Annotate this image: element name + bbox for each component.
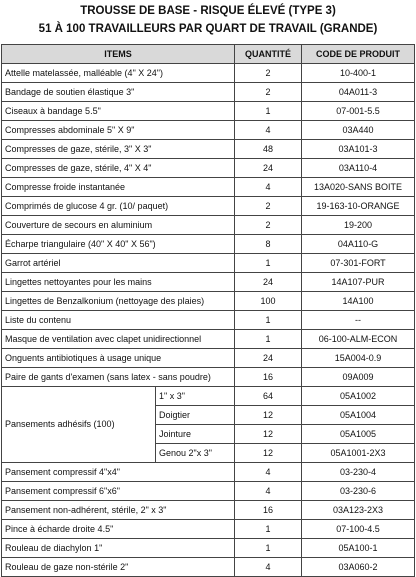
table-row (2, 349, 415, 368)
product-code-cell: 05A1001-2X3 (302, 444, 415, 463)
item-cell: Compresses de gaze, stérile, 3" X 3" (2, 140, 235, 159)
quantity-cell: 16 (235, 368, 302, 387)
item-cell: Pince à écharde droite 4.5" (2, 520, 235, 539)
quantity-cell: 24 (235, 349, 302, 368)
item-cell: Compresses abdominale 5" X 9" (2, 121, 235, 140)
product-code-cell: 05A1002 (302, 387, 415, 406)
quantity-cell: 24 (235, 273, 302, 292)
item-cell: Attelle matelassée, malléable (4" X 24") (2, 64, 235, 83)
table-row (2, 197, 415, 216)
item-cell: Liste du contenu (2, 311, 235, 330)
table-row (2, 482, 415, 501)
table-row (2, 368, 415, 387)
item-cell: Garrot artériel (2, 254, 235, 273)
header-product-code: CODE DE PRODUIT (302, 45, 415, 64)
group-item-cell: Pansements adhésifs (100) (2, 387, 156, 463)
item-cell: Compresses de gaze, stérile, 4" X 4" (2, 159, 235, 178)
product-code-cell: 05A1005 (302, 425, 415, 444)
table-row (2, 292, 415, 311)
product-code-cell: 09A009 (302, 368, 415, 387)
table-row (2, 140, 415, 159)
product-code-cell: 04A110-G (302, 235, 415, 254)
product-code-cell: 19-163-10-ORANGE (302, 197, 415, 216)
table-row (2, 539, 415, 558)
table-row (2, 330, 415, 349)
quantity-cell: 64 (235, 387, 302, 406)
item-cell: Rouleau de diachylon 1" (2, 539, 235, 558)
table-row (2, 178, 415, 197)
item-cell: Lingettes de Benzalkonium (nettoyage des plaies) (2, 292, 235, 311)
product-code-cell: 15A004-0.9 (302, 349, 415, 368)
quantity-cell: 4 (235, 558, 302, 577)
product-code-cell: 10-400-1 (302, 64, 415, 83)
product-code-cell: 13A020-SANS BOITE (302, 178, 415, 197)
quantity-cell: 8 (235, 235, 302, 254)
product-code-cell: 07-301-FORT (302, 254, 415, 273)
header-items: ITEMS (2, 45, 235, 64)
product-code-cell: 07-100-4.5 (302, 520, 415, 539)
quantity-cell: 2 (235, 64, 302, 83)
item-cell: Paire de gants d'examen (sans latex - sans poudre) (2, 368, 235, 387)
table-row (2, 216, 415, 235)
quantity-cell: 1 (235, 311, 302, 330)
sub-item-cell: Doigtier (156, 406, 235, 425)
quantity-cell: 1 (235, 330, 302, 349)
product-code-cell: 03A110-4 (302, 159, 415, 178)
quantity-cell: 4 (235, 121, 302, 140)
table-row (2, 387, 415, 406)
table-row (2, 121, 415, 140)
sub-item-cell: Jointure (156, 425, 235, 444)
item-cell: Comprimés de glucose 4 gr. (10/ paquet) (2, 197, 235, 216)
table-row (2, 159, 415, 178)
item-cell: Ciseaux à bandage 5.5" (2, 102, 235, 121)
product-code-cell: 14A100 (302, 292, 415, 311)
product-code-cell: -- (302, 311, 415, 330)
item-cell: Onguents antibiotiques à usage unique (2, 349, 235, 368)
quantity-cell: 12 (235, 425, 302, 444)
table-row (2, 83, 415, 102)
table-header-row (2, 45, 415, 64)
product-code-cell: 19-200 (302, 216, 415, 235)
product-code-cell: 07-001-5.5 (302, 102, 415, 121)
product-code-cell: 03-230-4 (302, 463, 415, 482)
kit-contents-table (1, 44, 415, 577)
table-row (2, 501, 415, 520)
product-code-cell: 05A100-1 (302, 539, 415, 558)
table-row (2, 254, 415, 273)
quantity-cell: 16 (235, 501, 302, 520)
table-row (2, 64, 415, 83)
table-row (2, 311, 415, 330)
item-cell: Pansement compressif 6"x6" (2, 482, 235, 501)
quantity-cell: 48 (235, 140, 302, 159)
item-cell: Masque de ventilation avec clapet unidirectionnel (2, 330, 235, 349)
item-cell: Pansement compressif 4"x4" (2, 463, 235, 482)
document-subtitle: 51 À 100 TRAVAILLEURS PAR QUART DE TRAVAIL (GRANDE) (38, 23, 378, 35)
item-cell: Lingettes nettoyantes pour les mains (2, 273, 235, 292)
quantity-cell: 2 (235, 197, 302, 216)
product-code-cell: 03A101-3 (302, 140, 415, 159)
quantity-cell: 100 (235, 292, 302, 311)
item-cell: Compresse froide instantanée (2, 178, 235, 197)
document-title: TROUSSE DE BASE - RISQUE ÉLEVÉ (TYPE 3) (80, 5, 336, 17)
quantity-cell: 2 (235, 216, 302, 235)
quantity-cell: 1 (235, 539, 302, 558)
table-row (2, 273, 415, 292)
product-code-cell: 06-100-ALM-ECON (302, 330, 415, 349)
product-code-cell: 03A440 (302, 121, 415, 140)
quantity-cell: 4 (235, 463, 302, 482)
table-row (2, 102, 415, 121)
header-quantity: QUANTITÉ (235, 45, 302, 64)
table-row (2, 520, 415, 539)
quantity-cell: 1 (235, 102, 302, 121)
product-code-cell: 14A107-PUR (302, 273, 415, 292)
product-code-cell: 05A1004 (302, 406, 415, 425)
quantity-cell: 4 (235, 178, 302, 197)
table-row (2, 235, 415, 254)
quantity-cell: 24 (235, 159, 302, 178)
product-code-cell: 03A060-2 (302, 558, 415, 577)
product-code-cell: 04A011-3 (302, 83, 415, 102)
quantity-cell: 12 (235, 444, 302, 463)
table-row (2, 558, 415, 577)
sub-item-cell: 1" x 3" (156, 387, 235, 406)
table-body (2, 64, 415, 577)
item-cell: Rouleau de gaze non-stérile 2" (2, 558, 235, 577)
table-row (2, 463, 415, 482)
product-code-cell: 03A123-2X3 (302, 501, 415, 520)
quantity-cell: 1 (235, 254, 302, 273)
item-cell: Bandage de soutien élastique 3" (2, 83, 235, 102)
sub-item-cell: Genou 2"x 3" (156, 444, 235, 463)
quantity-cell: 12 (235, 406, 302, 425)
quantity-cell: 4 (235, 482, 302, 501)
product-code-cell: 03-230-6 (302, 482, 415, 501)
item-cell: Couverture de secours en aluminium (2, 216, 235, 235)
quantity-cell: 1 (235, 520, 302, 539)
item-cell: Pansement non-adhérent, stérile, 2" x 3" (2, 501, 235, 520)
quantity-cell: 2 (235, 83, 302, 102)
item-cell: Écharpe triangulaire (40" X 40" X 56") (2, 235, 235, 254)
